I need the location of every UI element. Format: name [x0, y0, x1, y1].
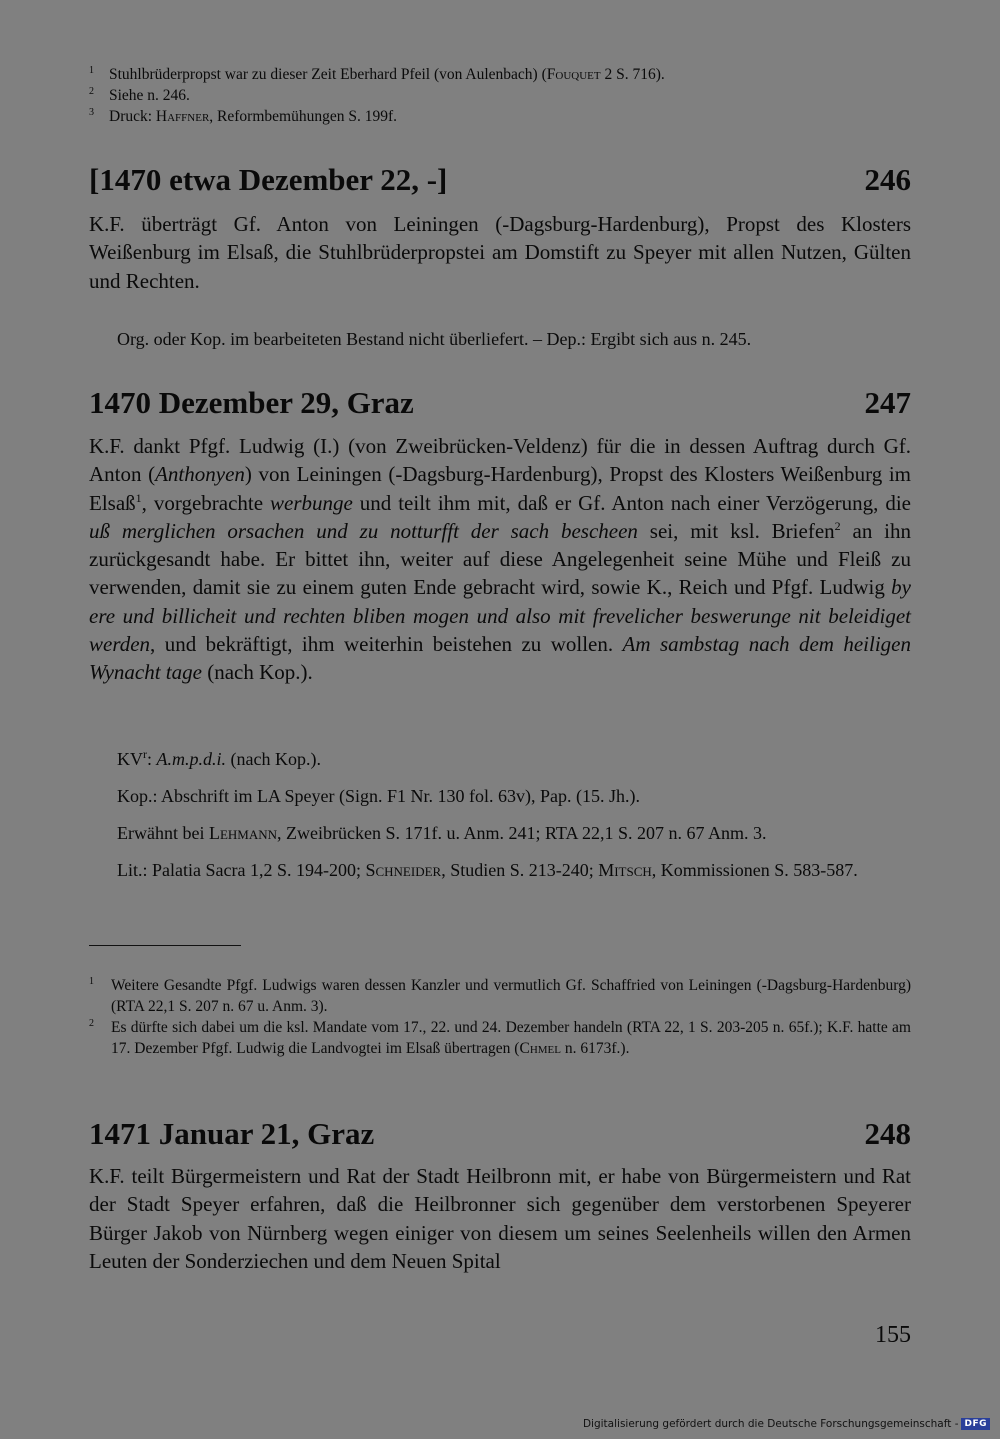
- footnote-mark: 2: [89, 1018, 94, 1029]
- footnote: 3 Druck: Haffner, Reformbemühungen S. 199f.: [89, 106, 911, 127]
- entry-number: 248: [864, 1116, 911, 1151]
- footnote-separator: [89, 945, 241, 946]
- entry-notes-247: [89, 746, 911, 884]
- entry-heading-248: [89, 1116, 911, 1152]
- entry-note-246: Org. oder Kop. im bearbeiteten Bestand nicht überliefert. – Dep.: Ergibt sich aus n. 245.: [117, 329, 752, 349]
- footnote-mark: 2: [89, 86, 94, 97]
- footnote: 1 Weitere Gesandte Pfgf. Ludwigs waren dessen Kanzler und vermutlich Gf. Schaffried von Leiningen (-Dagsburg-Hardenburg) (RTA 22,1 S. 207 n. 67 u. Anm. 3).: [89, 975, 911, 1017]
- footer-text: Digitalisierung gefördert durch die Deutsche Forschungsgemeinschaft -: [582, 1418, 959, 1430]
- footnote-mark: 3: [89, 107, 94, 118]
- footnote: 2 Es dürfte sich dabei um die ksl. Mandate vom 17., 22. und 24. Dezember handeln (RTA 22, 1 S. 203-205 n. 65f.); K.F. hatte am 17. Dezember Pfgf. Ludwig die Landvogtei im Elsaß übertragen (Chmel n. 6173f.).: [89, 1017, 911, 1059]
- entry-regest-247: K.F. dankt Pfgf. Ludwig (I.) (von Zweibrücken-Veldenz) für die in dessen Auftrag durch Gf. Anton (Anthonyen) von Leiningen (-Dagsburg-Hardenburg), Propst des Klosters Weißenburg im Elsaß$^1$, vorgebrachte werbunge und teilt ihm mit, daß er Gf. Anton nach einer Verzögerung, die uß merglichen orsachen und zu notturfft der sach bescheen sei, mit ksl. Briefen$^2$ an ihn zurückgesandt habe. Er bittet ihn, weiter auf diese Angelegenheit seine Mühe und Fleiß zu verwenden, damit sie zu einem guten Ende gebracht wird, sowie K., Reich und Pfgf. Ludwig by ere und billicheit und rechten bliben mogen und also mit frevelicher beswerunge nit beleidiget werden, und bekräftigt, ihm weiterhin beistehen zu wollen. Am sambstag nach dem heiligen Wynacht tage (nach Kop.).: [89, 434, 912, 685]
- entry-heading-247: [89, 385, 911, 421]
- dfg-logo: DFG: [961, 1418, 990, 1430]
- entry-number: 246: [864, 162, 911, 197]
- entry-title: 1471 Januar 21, Graz: [89, 1116, 375, 1151]
- entry-number: 247: [864, 385, 911, 420]
- mention-note: Erwähnt bei Lehmann, Zweibrücken S. 171f. u. Anm. 241; RTA 22,1 S. 207 n. 67 Anm. 3.: [117, 823, 767, 843]
- footnote-ref: 1: [135, 490, 142, 505]
- entry-title: 1470 Dezember 29, Graz: [89, 385, 414, 420]
- dfg-footer: [583, 1418, 990, 1430]
- bottom-footnotes: [89, 975, 911, 1059]
- entry-regest-248: K.F. teilt Bürgermeistern und Rat der Stadt Heilbronn mit, er habe von Bürgermeistern und Rat der Stadt Speyer erfahren, daß die Heilbronner sich gegenüber dem verstorbenen Speyerer Bürger Jakob von Nürnberg wegen einiger von diesem um seines Seelenheils willen den Armen Leuten der Sonderziechen und dem Neuen Spital: [89, 1164, 911, 1273]
- entry-regest-246: K.F. überträgt Gf. Anton von Leiningen (-Dagsburg-Hardenburg), Propst des Klosters Weißenburg im Elsaß, die Stuhlbrüderpropstei am Domstift zu Speyer mit allen Nutzen, Gülten und Rechten.: [89, 212, 911, 293]
- kv-note: $KV^r$: A.m.p.d.i. (nach Kop.).: [117, 747, 321, 769]
- entry-title: [1470 etwa Dezember 22, -]: [89, 162, 448, 197]
- top-footnotes: [89, 64, 911, 127]
- footnote-mark: 1: [89, 65, 94, 76]
- footnote-mark: 1: [89, 976, 94, 987]
- literature-note: Lit.: Palatia Sacra 1,2 S. 194-200; Schneider, Studien S. 213-240; Mitsch, Kommissionen S. 583-587.: [117, 860, 858, 880]
- footnote-ref: 2: [834, 518, 841, 533]
- kop-note: Kop.: Abschrift im LA Speyer (Sign. F1 Nr. 130 fol. 63v), Pap. (15. Jh.).: [117, 786, 640, 806]
- footnote: 2 Siehe n. 246.: [89, 85, 911, 106]
- page-number: 155: [875, 1322, 911, 1348]
- entry-heading-246: [89, 162, 911, 198]
- footnote: 1 Stuhlbrüderpropst war zu dieser Zeit Eberhard Pfeil (von Aulenbach) (Fouquet 2 S. 716).: [89, 64, 911, 85]
